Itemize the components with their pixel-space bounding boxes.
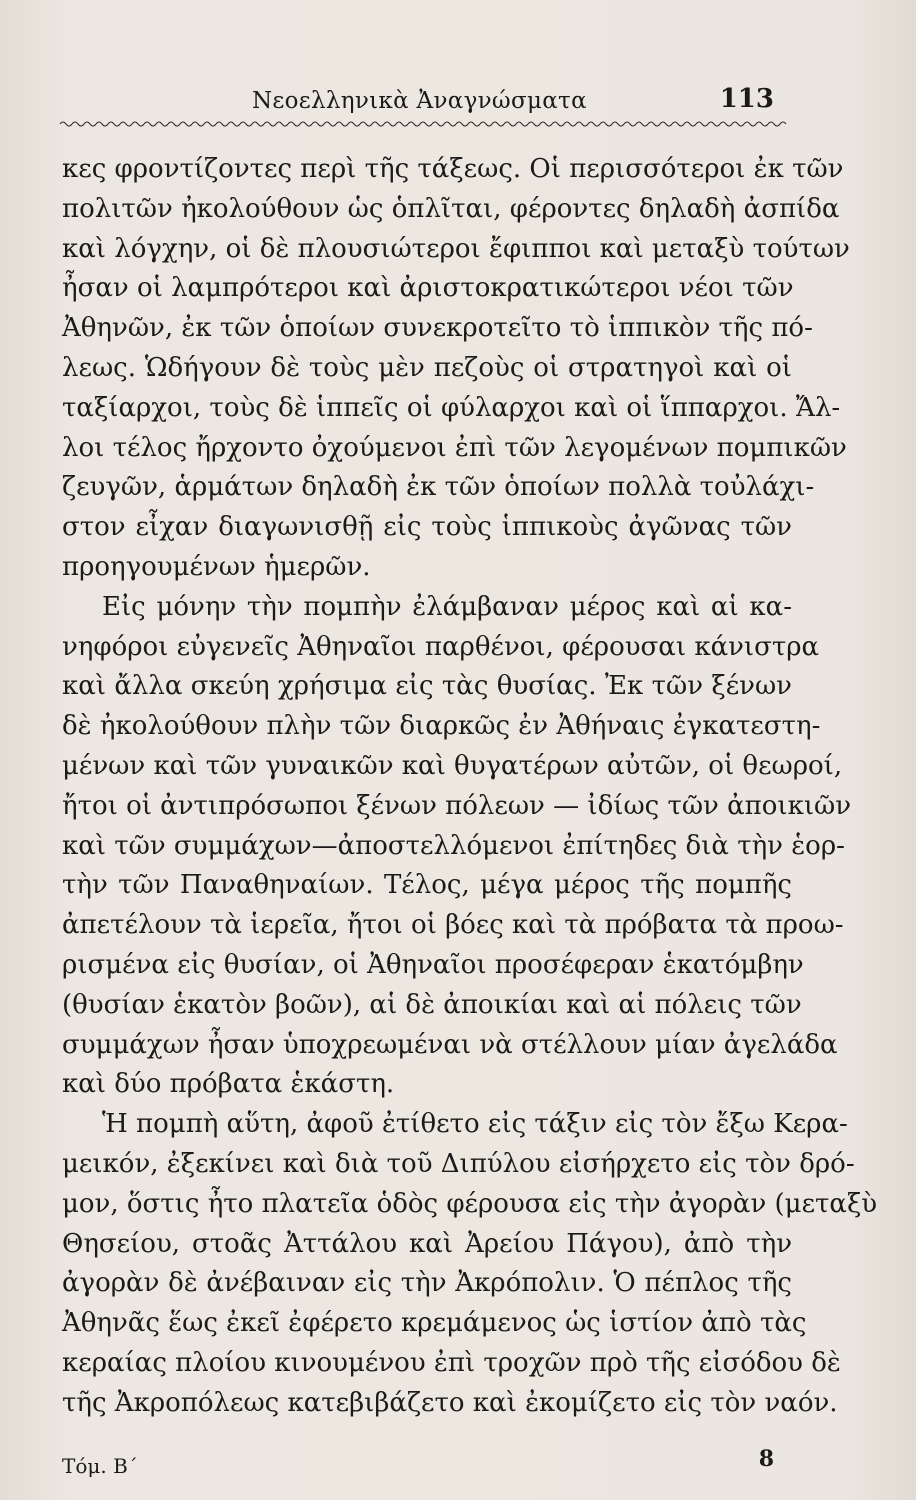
text-line: καὶ τῶν συμμάχων—ἀποστελλόμενοι ἐπίτηδες διὰ τὴν ἑορ- [62,830,845,861]
text-line: (θυσίαν ἑκατὸν βοῶν), αἱ δὲ ἀποικίαι καὶ αἱ πόλεις τῶν [62,989,802,1020]
text-line: ἀγορὰν δὲ ἀνέβαιναν εἰς τὴν Ἀκρόπολιν. Ὁ πέπλος τῆς [62,1268,792,1299]
text-line: Ἀθηνῶν, ἐκ τῶν ὁποίων συνεκροτεῖτο τὸ ἱππικὸν τῆς πό- [62,313,813,344]
body-text [62,150,878,1424]
volume-mark: Τόμ. Β΄ [62,1454,138,1478]
page-header [62,80,792,120]
text-line: ρισμένα εἰς θυσίαν, οἱ Ἀθηναῖοι προσέφεραν ἑκατόμβην [62,949,804,980]
text-line: τὴν τῶν Παναθηναίων. Τέλος, μέγα μέρος τῆς πομπῆς [62,870,792,901]
signature-mark: 8 [758,1446,774,1472]
text-line: Εἰς μόνην τὴν πομπὴν ἐλάμβαναν μέρος καὶ αἱ κα- [102,591,792,622]
text-line: λεως. Ὡδήγουν δὲ τοὺς μὲν πεζοὺς οἱ στρατηγοὶ καὶ οἱ [62,352,792,383]
text-line: μένων καὶ τῶν γυναικῶν καὶ θυγατέρων αὐτῶν, οἱ θεωροί, [62,750,843,781]
text-line: ἀπετέλουν τὰ ἱερεῖα, ἤτοι οἱ βόες καὶ τὰ πρόβατα τὰ προω- [62,910,844,941]
text-line: τῆς Ἀκροπόλεως κατεβιβάζετο καὶ ἐκομίζετο εἰς τὸν ναόν. [62,1387,838,1418]
text-line: κες φροντίζοντες περὶ τῆς τάξεως. Οἱ περισσότεροι ἐκ τῶν [62,154,844,184]
wavy-header-rule [60,120,788,128]
text-line: νηφόροι εὐγενεῖς Ἀθηναῖοι παρθένοι, φέρουσαι κάνιστρα [62,631,820,662]
text-line: λοι τέλος ἤρχοντο ὀχούμενοι ἐπὶ τῶν λεγομένων πομπικῶν [62,432,847,463]
text-line: ταξίαρχοι, τοὺς δὲ ἱππεῖς οἱ φύλαρχοι καὶ οἱ ἵππαρχοι. Ἄλ- [62,392,841,423]
text-line: δὲ ἠκολούθουν πλὴν τῶν διαρκῶς ἐν Ἀθήναις ἐγκατεστη- [62,711,821,742]
text-line: στον εἶχαν διαγωνισθῇ εἰς τοὺς ἱππικοὺς ἀγῶνας τῶν [62,512,792,543]
page-number: 113 [719,84,774,114]
text-line: κεραίας πλοίου κινουμένου ἐπὶ τροχῶν πρὸ τῆς εἰσόδου δὲ [62,1347,841,1378]
text-line: καὶ ἄλλα σκεύη χρήσιμα εἰς τὰς θυσίας. Ἐκ τῶν ξένων [62,671,792,702]
text-line: καὶ λόγχην, οἱ δὲ πλουσιώτεροι ἔφιπποι καὶ μεταξὺ τούτων [62,233,850,264]
text-line: μον, ὅστις ἦτο πλατεῖα ὁδὸς φέρουσα εἰς τὴν ἀγορὰν (μεταξὺ [62,1188,878,1219]
text-line: συμμάχων ἦσαν ὑποχρεωμέναι νὰ στέλλουν μίαν ἀγελάδα [62,1029,838,1060]
text-line: ἦσαν οἱ λαμπρότεροι καὶ ἀριστοκρατικώτεροι νέοι τῶν [62,273,794,304]
text-line: πολιτῶν ἠκολούθουν ὡς ὁπλῖται, φέροντες δηλαδὴ ἀσπίδα [62,193,840,224]
text-line: ζευγῶν, ἁρμάτων δηλαδὴ ἐκ τῶν ὁποίων πολλὰ τοὐλάχι- [62,472,815,503]
text-line: μεικόν, ἐξεκίνει καὶ διὰ τοῦ Διπύλου εἰσήρχετο εἰς τὸν δρό- [62,1148,855,1179]
text-line: καὶ δύο πρόβατα ἑκάστη. [62,1069,395,1100]
running-title: Νεοελληνικὰ Ἀναγνώσματα [252,88,587,114]
text-line: Ἀθηνᾶς ἕως ἐκεῖ ἐφέρετο κρεμάμενος ὡς ἱστίον ἀπὸ τὰς [62,1308,807,1339]
text-line: Θησείου, στοᾶς Ἀττάλου καὶ Ἀρείου Πάγου), ἀπὸ τὴν [62,1228,792,1259]
text-line: ἤτοι οἱ ἀντιπρόσωποι ξένων πόλεων — ἰδίως τῶν ἀποικιῶν [62,790,852,821]
text-line: Ἡ πομπὴ αὕτη, ἀφοῦ ἐτίθετο εἰς τάξιν εἰς τὸν ἔξω Κερα- [102,1109,848,1140]
page-footer [62,1446,782,1486]
text-line: προηγουμένων ἡμερῶν. [62,551,371,582]
